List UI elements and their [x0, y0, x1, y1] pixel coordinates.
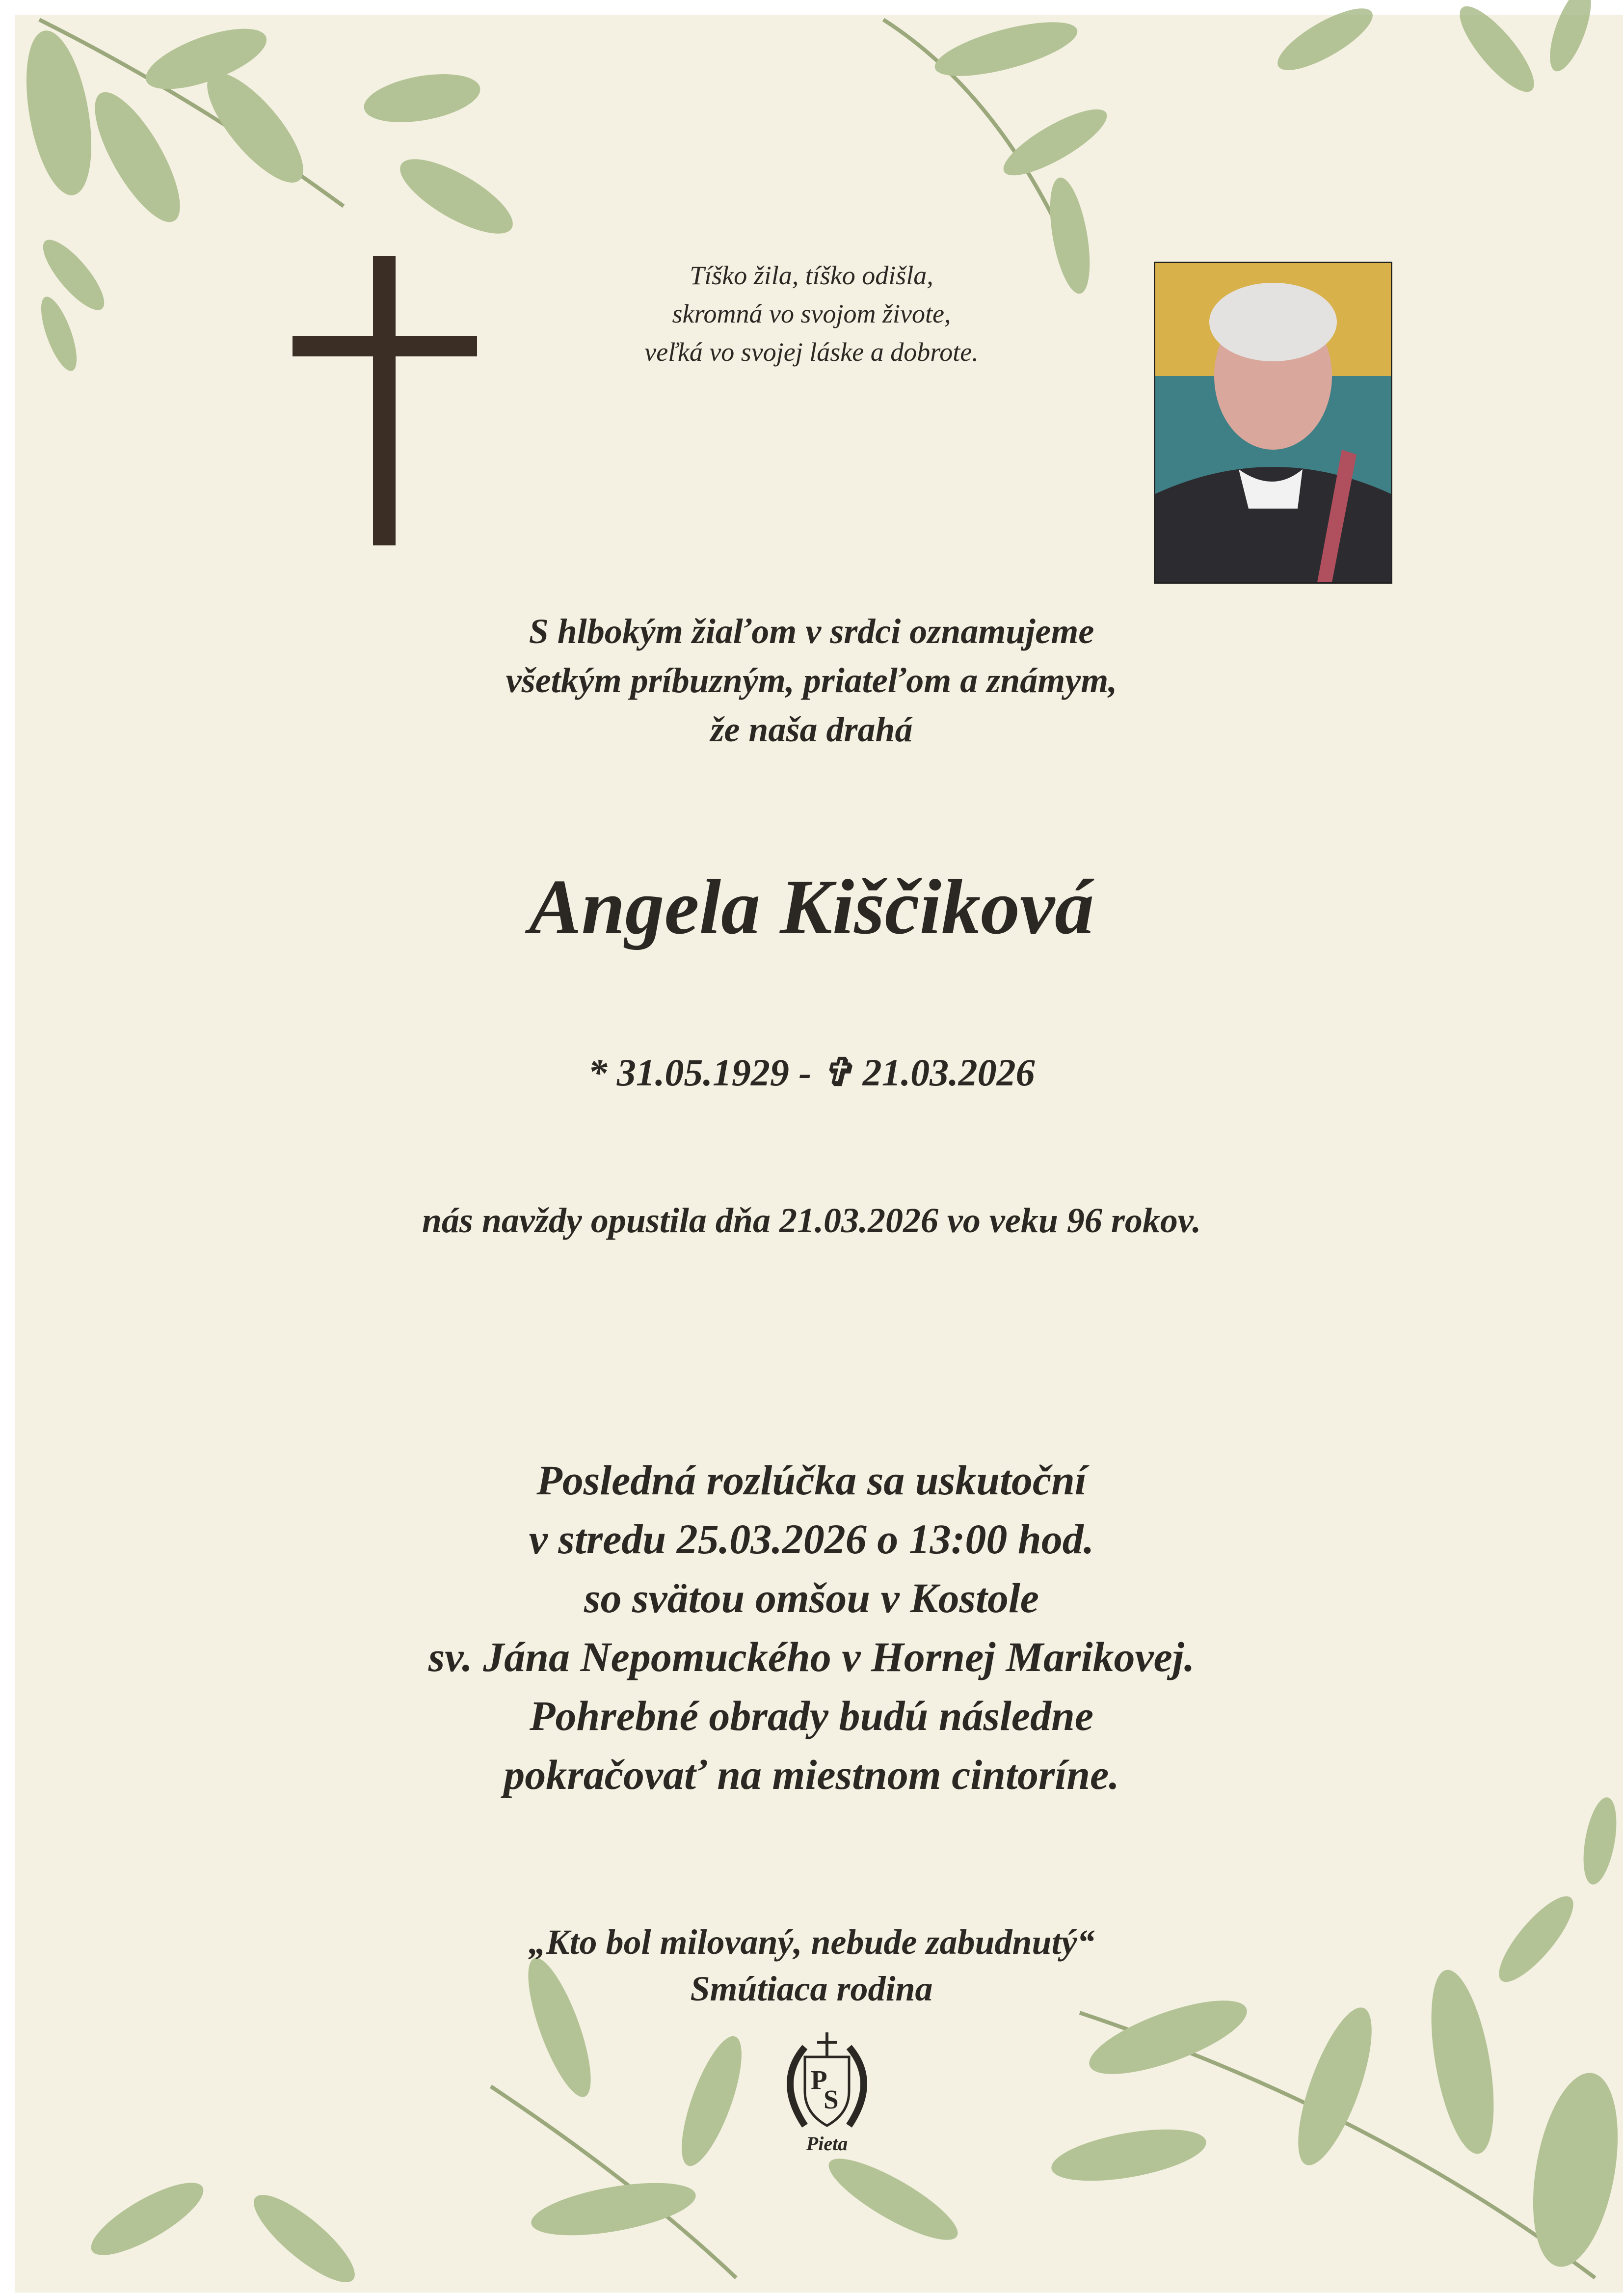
svg-text:P: P	[811, 2065, 827, 2095]
intro-line: S hlbokým žiaľom v srdci oznamujeme	[529, 612, 1094, 651]
ceremony-line: pokračovať na miestnom cintoríne.	[504, 1751, 1119, 1798]
poem-line: veľká vo svojej láske a dobrote.	[644, 337, 979, 367]
life-dates: * 31.05.1929 - ✞ 21.03.2026	[588, 1051, 1035, 1094]
intro-line: že naša drahá	[710, 710, 913, 749]
ceremony-line: so svätou omšou v Kostole	[584, 1574, 1039, 1621]
memorial-quote: „Kto bol milovaný, nebude zabudnutý“	[528, 1922, 1095, 1962]
deceased-photo	[1154, 262, 1392, 584]
ceremony-line: sv. Jána Nepomuckého v Hornej Marikovej.	[428, 1633, 1195, 1680]
svg-text:S: S	[824, 2084, 839, 2114]
svg-text:Pieta: Pieta	[806, 2133, 848, 2155]
ceremony-line: Posledná rozlúčka sa uskutoční	[536, 1457, 1087, 1504]
ceremony-line: v stredu 25.03.2026 o 13:00 hod.	[529, 1515, 1094, 1563]
deceased-name: Angela Kiščiková	[529, 863, 1094, 950]
pieta-logo	[775, 2027, 878, 2155]
signature: Smútiaca rodina	[690, 1969, 933, 2008]
death-note: nás navždy opustila dňa 21.03.2026 vo veku 96 rokov.	[422, 1201, 1201, 1240]
ceremony-line: Pohrebné obrady budú následne	[529, 1692, 1094, 1739]
poem-line: skromná vo svojom živote,	[672, 299, 951, 328]
poem-line: Tíško žila, tíško odišla,	[690, 261, 933, 290]
top-right-leaves	[883, 0, 1599, 297]
intro-line: všetkým príbuzným, priateľom a známym,	[506, 661, 1117, 700]
